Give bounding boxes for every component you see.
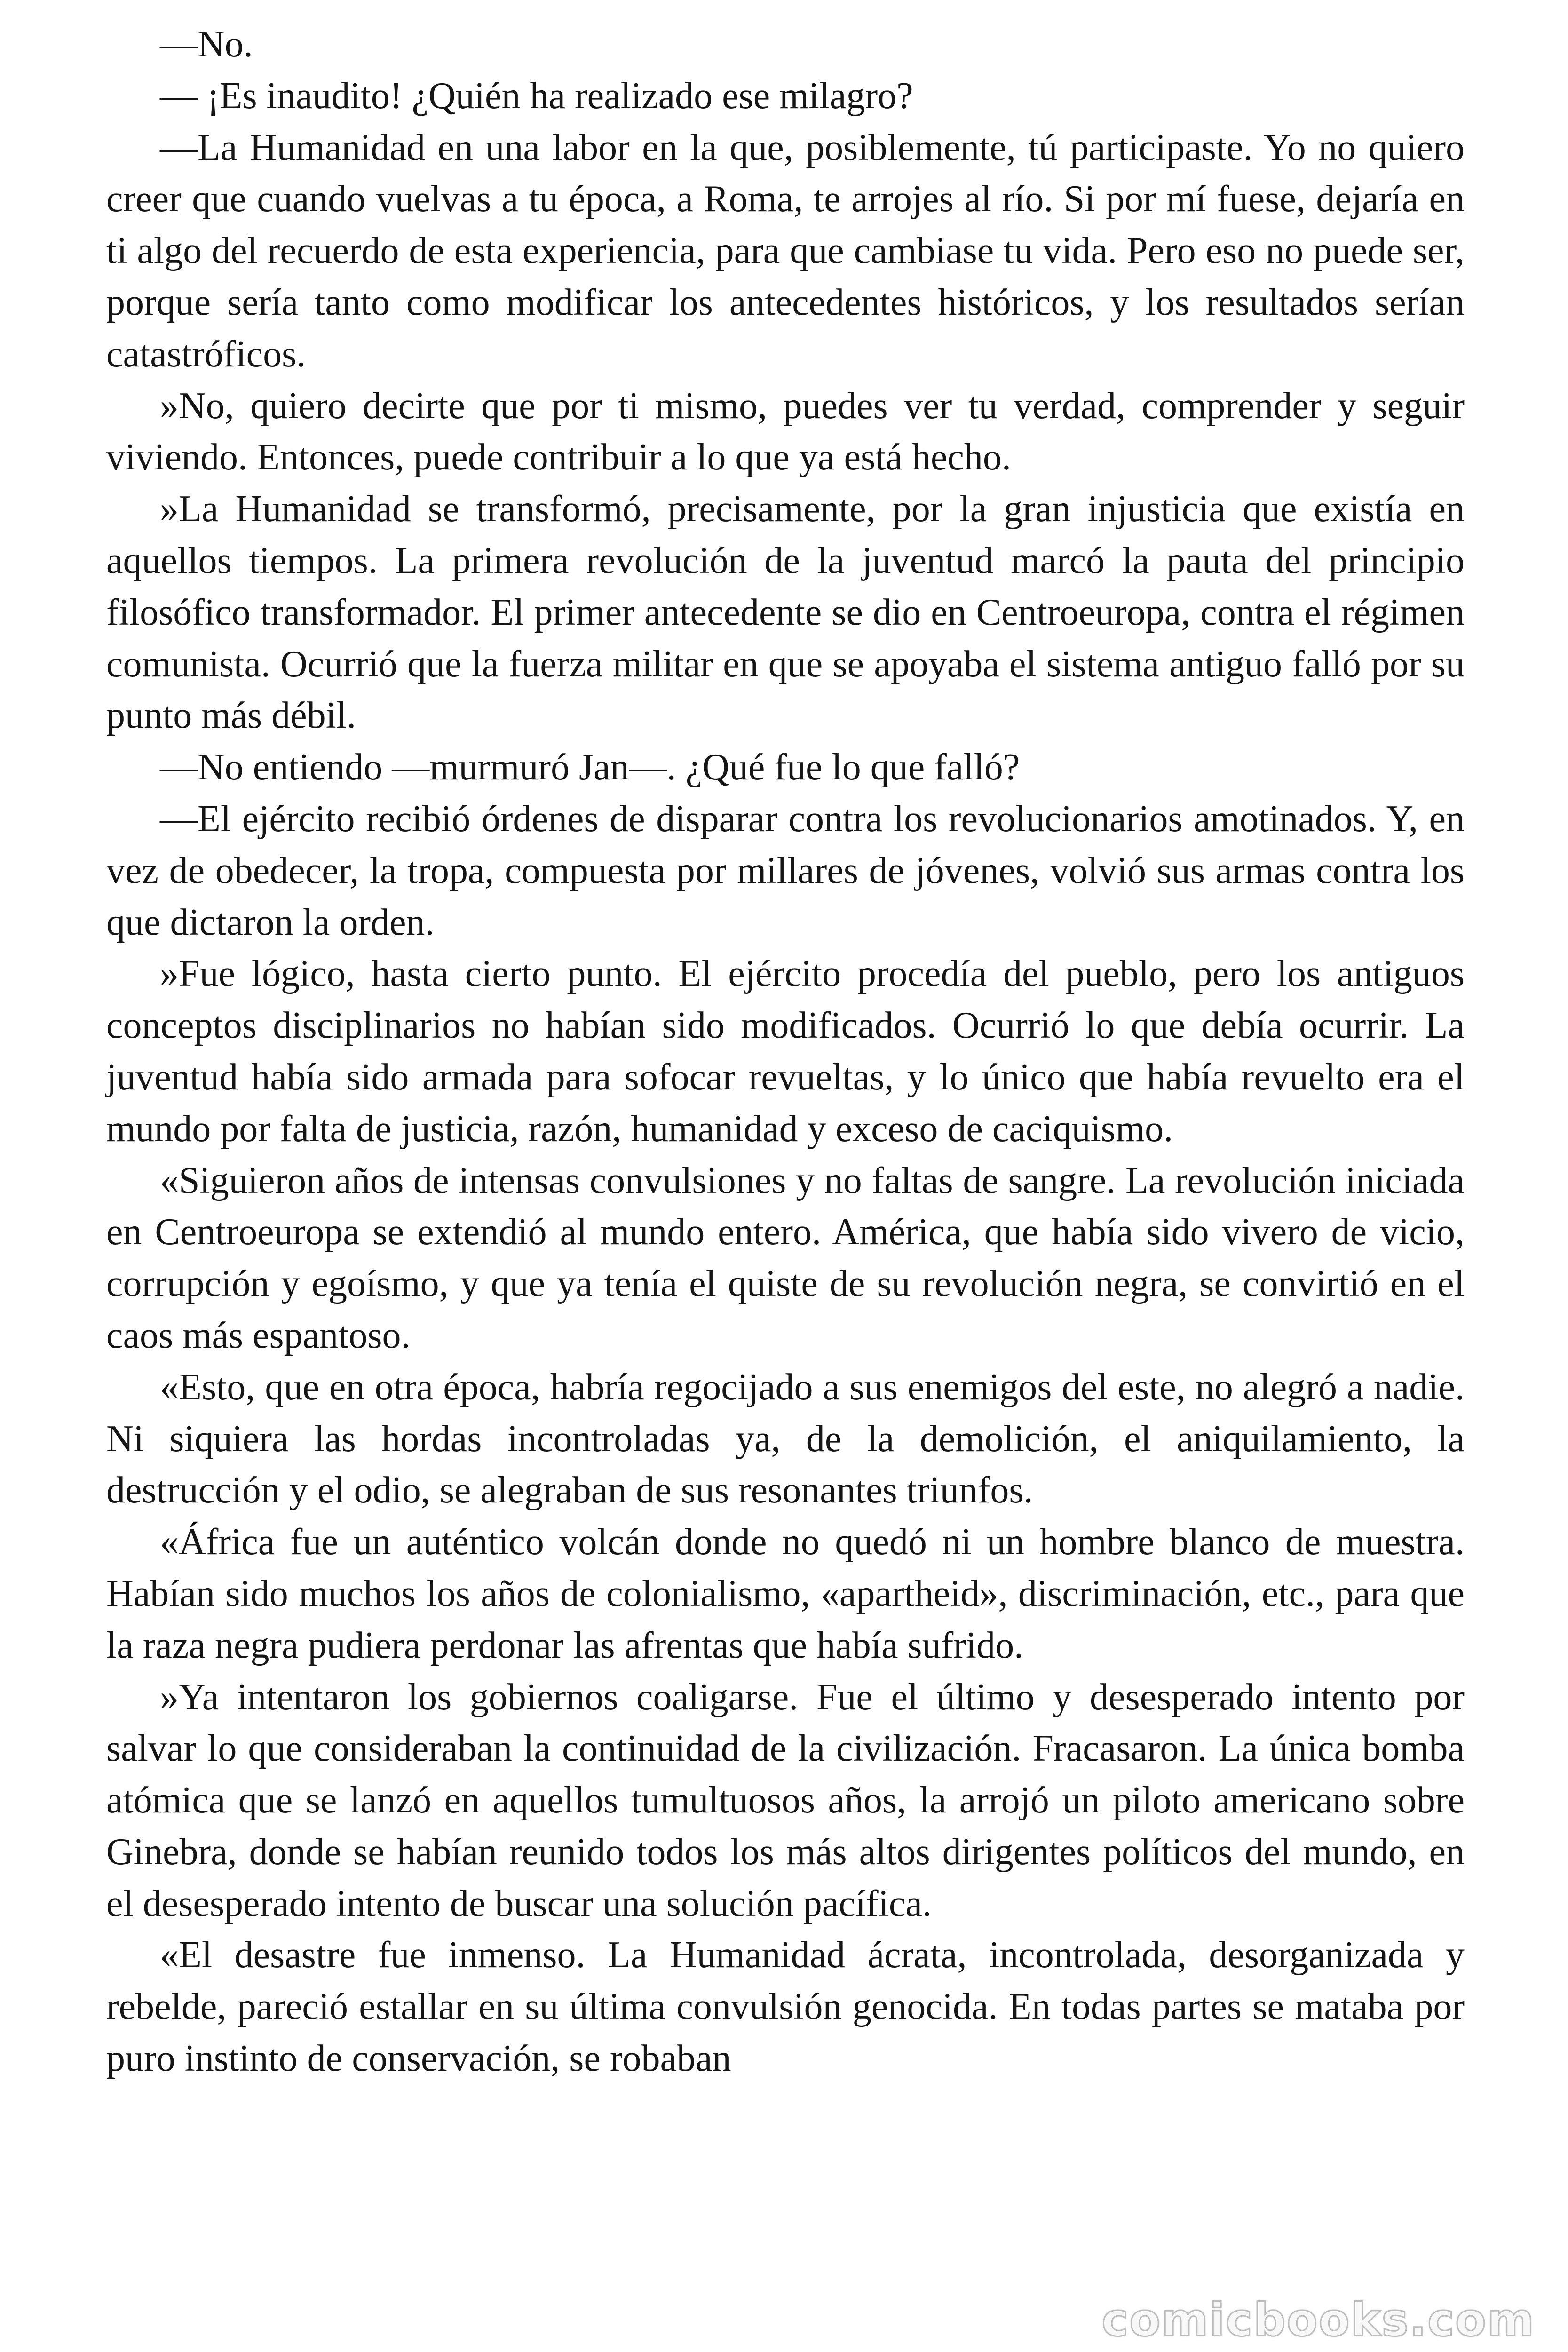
body-text xyxy=(106,19,1465,2085)
paragraph: —La Humanidad en una labor en la que, posiblemente, tú participaste. Yo no quiero creer que cuando vuelvas a tu época, a Roma, te arrojes al río. Si por mí fuese, dejaría en ti algo del recuerdo de esta experiencia, para que cambiase tu vida. Pero eso no puede ser, porque sería tanto como modificar los antecedentes históricos, y los resultados serían catastróficos. xyxy=(106,127,1465,375)
paragraph: »No, quiero decirte que por ti mismo, puedes ver tu verdad, comprender y seguir viviendo. Entonces, puede contribuir a lo que ya está hecho. xyxy=(106,385,1465,478)
paragraph: «África fue un auténtico volcán donde no quedó ni un hombre blanco de muestra. Habían sido muchos los años de colonialismo, «apartheid», discriminación, etc., para que la raza negra pudiera perdonar las afrentas que había sufrido. xyxy=(106,1521,1465,1666)
paragraph: «Esto, que en otra época, habría regocijado a sus enemigos del este, no alegró a nadie. Ni siquiera las hordas incontroladas ya, de la demolición, el aniquilamiento, la destrucción y el odio, se alegraban de sus resonantes triunfos. xyxy=(106,1366,1465,1511)
paragraph: —El ejército recibió órdenes de disparar contra los revolucionarios amotinados. Y, en vez de obedecer, la tropa, compuesta por millares de jóvenes, volvió sus armas contra los que dictaron la orden. xyxy=(106,798,1465,943)
paragraph: »La Humanidad se transformó, precisamente, por la gran injusticia que existía en aquellos tiempos. La primera revolución de la juventud marcó la pauta del principio filosófico transformador. El primer antecedente se dio en Centroeuropa, contra el régimen comunista. Ocurrió que la fuerza militar en que se apoyaba el sistema antiguo falló por su punto más débil. xyxy=(106,488,1465,737)
paragraph: «Siguieron años de intensas convulsiones y no faltas de sangre. La revolución iniciada en Centroeuropa se extendió al mundo entero. América, que había sido vivero de vicio, corrupción y egoísmo, y que ya tenía el quiste de su revolución negra, se convirtió en el caos más espantoso. xyxy=(106,1160,1465,1356)
paragraph: »Fue lógico, hasta cierto punto. El ejército procedía del pueblo, pero los antiguos conceptos disciplinarios no habían sido modificados. Ocurrió lo que debía ocurrir. La juventud había sido armada para sofocar revueltas, y lo único que había revuelto era el mundo por falta de justicia, razón, humanidad y exceso de caciquismo. xyxy=(106,953,1465,1150)
watermark: comicbooks.com xyxy=(1101,2294,1535,2346)
paragraph: —No entiendo —murmuró Jan—. ¿Qué fue lo que falló? xyxy=(160,747,1020,788)
paragraph: — ¡Es inaudito! ¿Quién ha realizado ese milagro? xyxy=(160,75,913,117)
paragraph: »Ya intentaron los gobiernos coaligarse. Fue el último y desesperado intento por salvar lo que consideraban la continuidad de la civilización. Fracasaron. La única bomba atómica que se lanzó en aquellos tumultuosos años, la arrojó un piloto americano sobre Ginebra, donde se habían reunido todos los más altos dirigentes políticos del mundo, en el desesperado intento de buscar una solución pacífica. xyxy=(106,1676,1465,1924)
paragraph: «El desastre fue inmenso. La Humanidad ácrata, incontrolada, desorganizada y rebelde, pareció estallar en su última convulsión genocida. En todas partes se mataba por puro instinto de conservación, se robaban xyxy=(106,1934,1465,2080)
paragraph: —No. xyxy=(160,24,253,65)
